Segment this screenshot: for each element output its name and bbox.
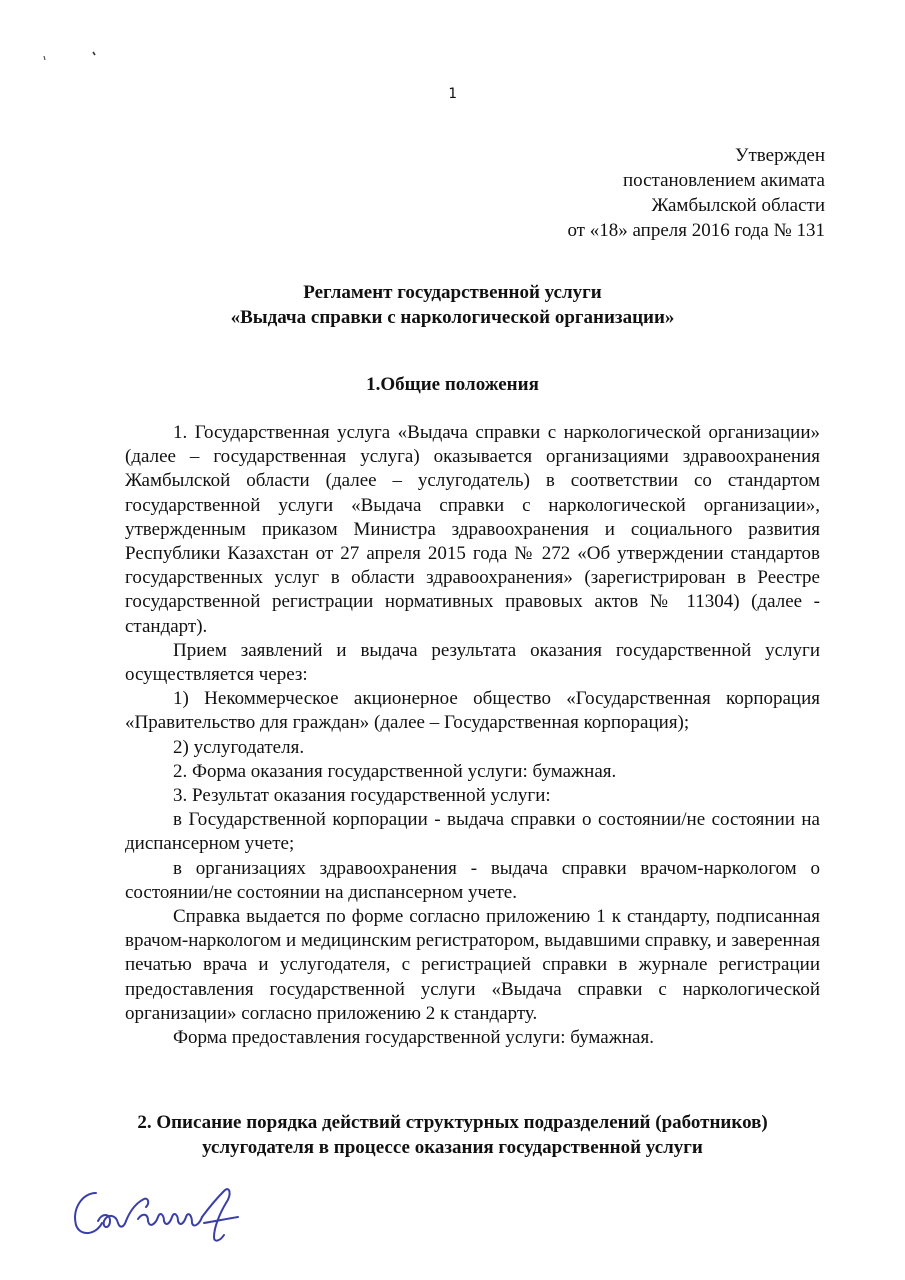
paragraph: Прием заявлений и выдача результата оказания государственной услуги осуществляется через:	[125, 639, 820, 686]
section-2-heading	[0, 1110, 905, 1160]
paragraph: 1. Государственная услуга «Выдача справки с наркологической организации» (далее – государственная услуга) оказывается организациями здравоохранения Жамбылской области (далее – услугодатель) в соответствии со стандартом государственной услуги «Выдача справки с наркологической организации», утвержденным приказом Министра здравоохранения и социального развития Республики Казахстан от 27 апреля 2015 года № 272 «Об утверждении стандартов государственных услуг в области здравоохранения» (зарегистрирован в Реестре государственной регистрации нормативных правовых актов № 11304) (далее - стандарт).	[125, 422, 820, 637]
paragraph: 1) Некоммерческое акционерное общество «Государственная корпорация «Правительство для граждан» (далее – Государственная корпорация);	[125, 688, 820, 734]
scan-specks	[38, 46, 108, 66]
paragraph: в организациях здравоохранения - выдача справки врачом-наркологом о состоянии/не состоянии на диспансерном учете.	[125, 857, 820, 903]
paragraph: Форма предоставления государственной услуги: бумажная.	[173, 1027, 654, 1049]
document-title-line-1: Регламент государственной услуги	[303, 282, 602, 303]
section-1-heading: 1.Общие положения	[366, 374, 539, 395]
approval-line-2: постановлением акимата	[622, 170, 825, 191]
section-1-body	[125, 421, 820, 1050]
document-title	[0, 280, 905, 330]
approval-line-3: Жамбылской области	[651, 195, 825, 216]
approval-line-4: от «18» апреля 2016 года № 131	[567, 220, 825, 241]
paragraph: 3. Результат оказания государственной услуги:	[173, 785, 551, 807]
paragraph: 2) услугодателя.	[173, 736, 305, 758]
approval-stamp-text	[567, 143, 825, 243]
section-2-heading-line-2: услугодателя в процессе оказания государственной услуги	[202, 1137, 703, 1158]
approval-line-1: Утвержден	[735, 145, 825, 166]
paragraph: в Государственной корпорации - выдача справки о состоянии/не состоянии на диспансерном учете;	[125, 809, 820, 855]
handwritten-signature	[68, 1183, 248, 1247]
document-title-line-2: «Выдача справки с наркологической организации»	[230, 307, 675, 328]
page-number: 1	[448, 86, 457, 102]
paragraph: Справка выдается по форме согласно приложению 1 к стандарту, подписанная врачом-наркологом и медицинским регистратором, выдавшими справку, и заверенная печатью врача и услугодателя, с регистрацией справки в журнале регистрации предоставления государственной услуги «Выдача справки с наркологической организации» согласно приложению 2 к стандарту.	[125, 906, 820, 1024]
section-2-heading-line-1: 2. Описание порядка действий структурных подразделений (работников)	[137, 1112, 768, 1133]
paragraph: 2. Форма оказания государственной услуги: бумажная.	[173, 760, 617, 782]
